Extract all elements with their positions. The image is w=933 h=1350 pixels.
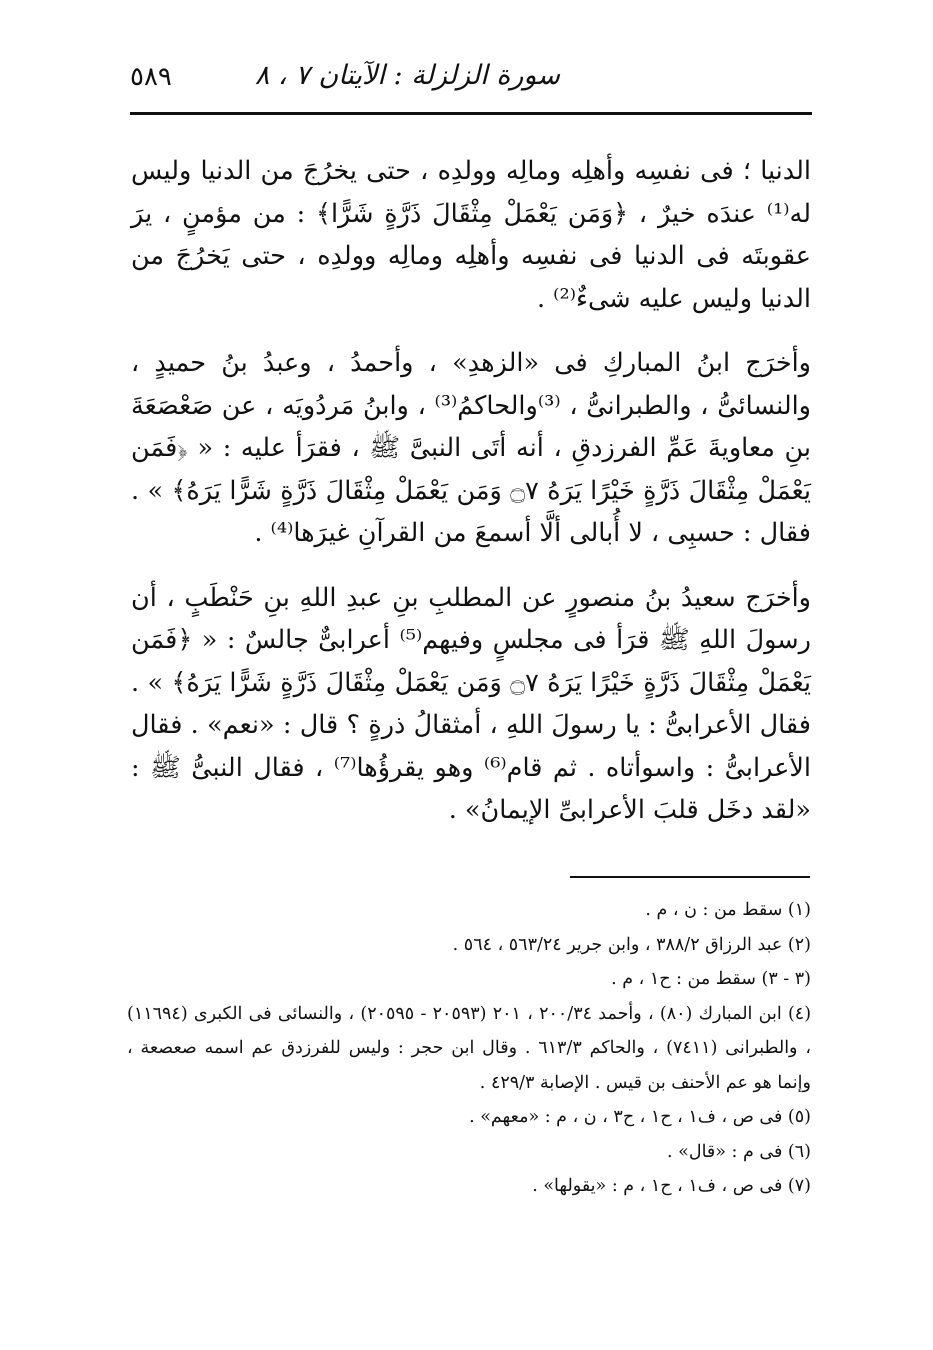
footnote-line: (٤) ابن المبارك (٨٠) ، وأحمد ٢٠٠/٣٤ ، ٢٠١ (٢٠٥٩٣ - ٢٠٥٩٥) ، والنسائى فى الكبرى [193,1003,812,1024]
paragraph-1 [131,150,811,320]
running-title: سورة الزلزلة : الآيتان ٧ ، ٨ [254,60,560,91]
footnote: (٥) فى ص ، ف١ ، ح١ ، ح٣ ، ن ، م : «معهم» . [469,1107,811,1127]
footnote-rule [570,876,810,878]
text-line: وَمَن يَعْمَلْ مِثْقَالَ ذَرَّةٍ شَرًّا يَرَهُ﴾ » . فقال : حسبِى ، لا أُبالى ألَّا أسمعَ [131,475,811,548]
text-line: نفسِه وأهلِه ومالِه وولدِه ، حتى يَخرُجَ من الدنيا وليس عليه شىءٌ⁽²⁾ . [131,241,811,314]
text-line: من القرآنِ غيرَها⁽⁴⁾ . [254,518,467,548]
text-line: وأخرَج ابنُ المباركِ فى «الزهدِ» ، وأحمدُ ، وعبدُ بنُ حميدٍ ، والنسائىُّ ، [131,348,811,421]
header-rule [130,112,812,115]
main-text [131,150,811,832]
text-line: ﷺ قرَأ فى مجلسٍ وفيهم⁽⁵⁾ أعرابىٌّ جالسٌ : « ﴿فَمَن يَعْمَلْ مِثْقَالَ ذَرَّةٍ [131,625,811,698]
footnote-line: (١١٦٩٤) ، والطبرانى (٧٤١١) ، والحاكم ٦١٣/٣ . وقال ابن حجر : وليس للفرزدق عم اسمه [127,1003,811,1058]
text-line: والطبرانىُّ ، ⁽³⁾والحاكمُ⁽³⁾ ، وابنُ مَردُويَه ، عن صَعْصَعَةَ بنِ معاويةَ عَمِّ الفرزدقِ ، [131,390,811,463]
text-line: وأخرَج سعيدُ بنُ منصورٍ عن المطلبِ بنِ عبدِ اللهِ بنِ حَنْطَبٍ ، أن رسولَ اللهِ [131,582,811,655]
footnote [127,997,811,1101]
footnote: (٣ - ٣) سقط من : ح١ ، م . [611,969,811,989]
paragraph-3 [131,577,811,832]
footnote: (٢) عبد الرزاق ٣٨٨/٢ ، وابن جرير ٥٦٣/٢٤ ، ٥٦٤ . [452,934,811,955]
text-line: خيرٌ ، ﴿وَمَن يَعْمَلْ مِثْقَالَ ذَرَّةٍ شَرًّا﴾ : من مؤمنٍ ، يرَ عقوبتَه فى الدنيا فى [131,198,812,271]
paragraph-2 [131,342,811,555]
text-line: رسولَ اللهِ ، أمثقالُ ذرةٍ ؟ قال : «نعم» . فقال الأعرابىُّ : واسوأتاه . ثم قام⁽⁶⁾ وهو [131,710,811,783]
footnote: (١) سقط من : ن ، م . [645,900,811,920]
text-line: الدنيا ؛ فى نفسِه وأهلِه ومالِه وولدِه ، حتى يخرُجَ من الدنيا وليس له⁽¹⁾ عندَه [131,156,812,229]
text-line: أنه أتَى النبىَّ ﷺ ، فقرَأ عليه : « ﴿فَمَن يَعْمَلْ مِثْقَالَ ذَرَّةٍ خَيْرًا يَرَهُ ۝٧ [131,433,811,506]
text-line: يقرؤُها⁽⁷⁾ ، فقال النبىُّ ﷺ : «لقد دخَل قلبَ الأعرابىِّ الإيمانُ» . [131,752,811,825]
page-header [130,52,810,112]
page-number: ٥٨٩ [130,62,172,92]
footnote: (٧) فى ص ، ف١ ، ح١ ، م : «يقولها» . [532,1176,811,1196]
footnotes [127,893,811,1204]
footnote-line: صعصعة ، وإنما هو عم الأحنف بن قيس . الإصابة ٤٢٩/٣ . [127,1038,811,1093]
text-line: خَيْرًا يَرَهُ ۝٧ وَمَن يَعْمَلْ مِثْقَالَ ذَرَّةٍ شَرًّا يَرَهُ﴾ » . فقال الأعرابىُّ : يا [131,667,811,740]
footnote: (٦) فى م : «قال» . [667,1141,811,1162]
